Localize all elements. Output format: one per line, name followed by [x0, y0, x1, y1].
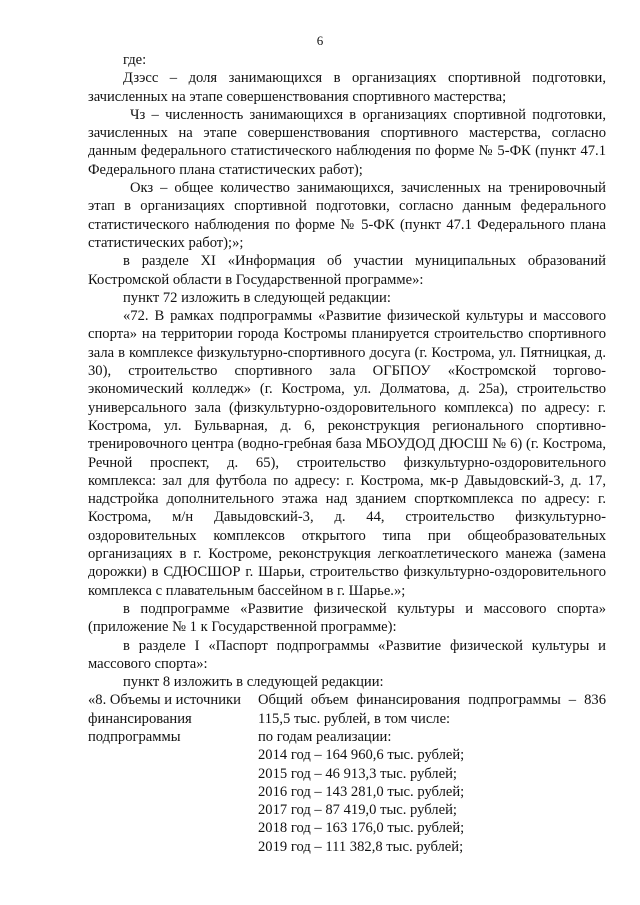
definition-okz: Окз – общее количество занимающихся, зачисленных на тренировочный этап в организациях спортивной подготовки, согласно данным федерального статистического наблюдения по форме № 5-ФК (пункт 47.1 Федерального плана статистических работ);»; [88, 180, 606, 251]
finance-header-line: «8. Объемы и источники [88, 692, 241, 709]
finance-table-header [88, 691, 258, 856]
definition-dzess: Дзэсс – доля занимающихся в организациях спортивной подготовки, зачисленных на этапе совершенствования спортивного мастерства; [88, 70, 606, 105]
finance-total: Общий объем финансирования подпрограммы – 836 115,5 тыс. рублей, в том числе: [258, 692, 606, 727]
finance-year-row: 2017 год – 87 419,0 тыс. рублей; [258, 802, 457, 819]
finance-table-values [258, 691, 606, 856]
finance-header-line: подпрограммы [88, 728, 181, 745]
point-72-paragraph: пункт 72 изложить в следующей редакции: [123, 289, 391, 306]
definition-chz: Чз – численность занимающихся в организациях спортивной подготовки, зачисленных на этапе совершенствования спортивного мастерства, согласно данным федерального статистического наблюдения по форме № 5-ФК (пункт 47.1 Федерального плана статистических работ); [88, 106, 606, 178]
finance-header-line: финансирования [88, 710, 192, 727]
section-i-paragraph: в разделе I «Паспорт подпрограммы «Развитие физической культуры и массового спорта»: [88, 637, 606, 672]
document-body [88, 51, 606, 856]
finance-year-row: 2019 год – 111 382,8 тыс. рублей; [258, 838, 464, 855]
finance-year-row: 2018 год – 163 176,0 тыс. рублей; [258, 820, 465, 837]
subprogram-paragraph: в подпрограмме «Развитие физической культуры и массового спорта» (приложение № 1 к Государственной программе): [88, 600, 606, 636]
finance-year-row: 2016 год – 143 281,0 тыс. рублей; [258, 783, 465, 800]
page-number: 6 [316, 33, 324, 48]
finance-table [88, 691, 606, 856]
finance-year-row: 2014 год – 164 960,6 тыс. рублей; [258, 747, 465, 764]
section-xi-paragraph: в разделе XI «Информация об участии муниципальных образований Костромской области в Государственной программе»: [88, 253, 606, 288]
finance-year-row: 2015 год – 46 913,3 тыс. рублей; [258, 765, 457, 782]
point-72-text: «72. В рамках подпрограммы «Развитие физической культуры и массового спорта» на территории города Костромы планируется строительство спортивного зала в комплексе физкультурно-спортивного досуга (г. Кострома, ул. Пятницкая, д. 30), строительство спортивного зала ОГБПОУ «Костромской торгово-экономический колледж» (г. Кострома, ул. Долматова, д. 25а), строительство универсального зала (физкультурно-оздоровительного комплекса) по адресу: г. Кострома, ул. Бульварная, д. 6, реконструкция регионального спортивно-тренировочного центра (водно-гребная база МБОУДОД ДЮСШ № 6) (г. Кострома, Речной проспект, д. 65), строительство физкультурно-оздоровительного комплекса: зал для футбола по адресу: г. Кострома, мк-р Давыдовский-3, д. 17, надстройка дополнительного этажа над зданием спорткомплекса по адресу: г. Кострома, м/н Давыдовский-3, д. 44, строительство физкультурно-оздоровительных комплексов открытого типа при общеобразовательных организациях в г. Костроме, реконструкция легкоатлетического манежа (замена дорожки) в СДЮСШОР г. Шарьи, строительство физкультурно-оздоровительного комплекса с плавательным бассейном в г. Шарье.»; [88, 308, 606, 599]
finance-by-years-label: по годам реализации: [258, 728, 392, 745]
point-8-paragraph: пункт 8 изложить в следующей редакции: [123, 674, 384, 691]
where-label: где: [123, 52, 147, 68]
